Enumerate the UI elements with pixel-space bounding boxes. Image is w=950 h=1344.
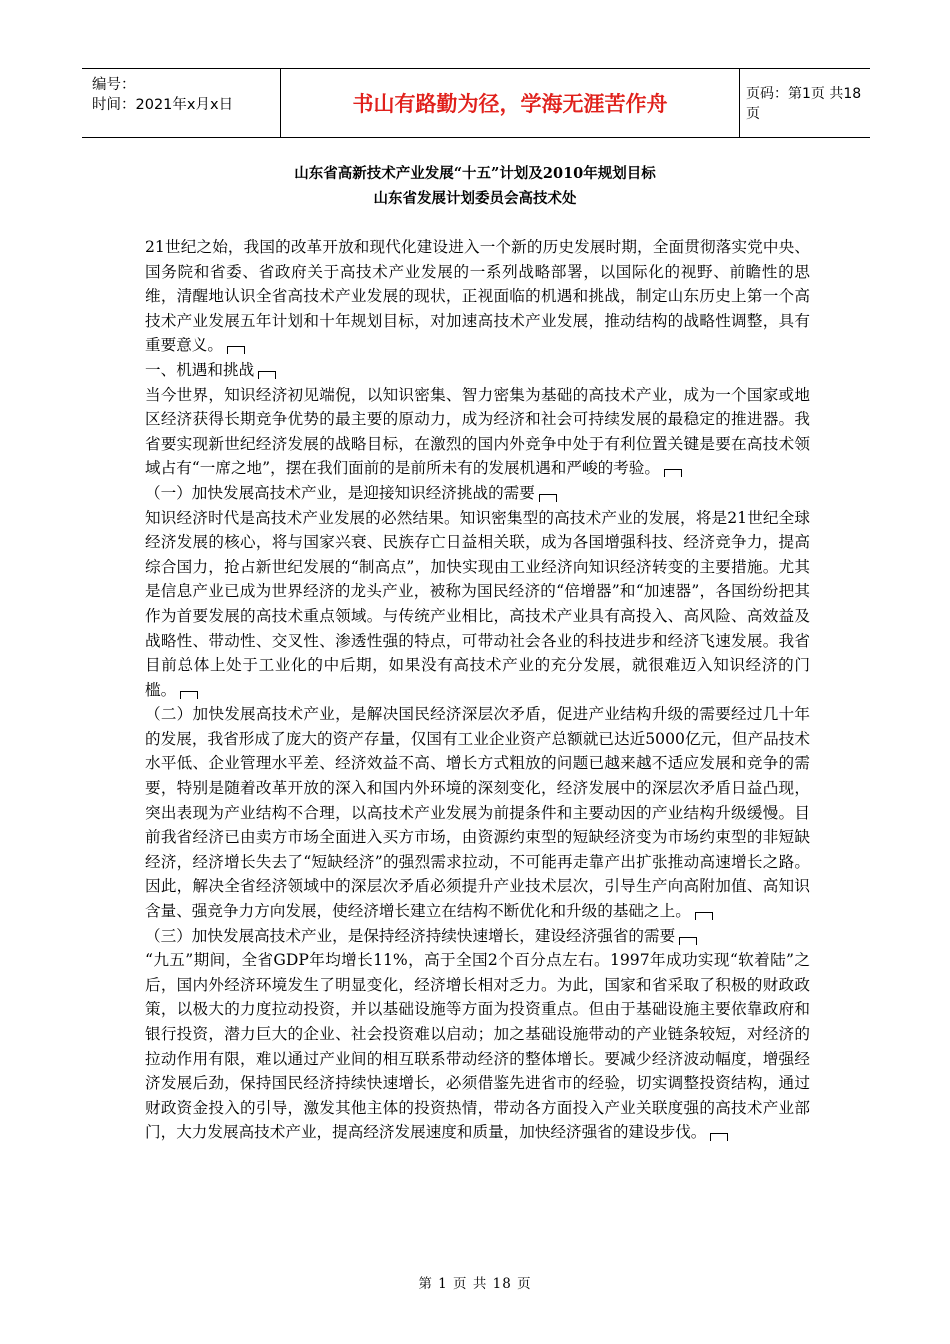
paragraph: （二）加快发展高技术产业，是解决国民经济深层次矛盾，促进产业结构升级的需要经过几十年的发展，我省形成了庞大的资产存量，仅国有工业企业资产总额就已达近5000亿元，但产品技术水平低、企业管理水平差、经济效益不高、增长方式粗放的问题已越来越不适应发展和竞争的需要，特别是随着改革开放的深入和国内外环境的深刻变化，经济发展中的深层次矛盾日益凸现，突出表现为产业结构不合理，以高技术产业发展为前提条件和主要动因的产业结构升级缓慢。目前我省经济已由卖方市场全面进入买方市场，由资源约束型的短缺经济变为市场约束型的非短缺经济，经济增长失去了“短缺经济”的强烈需求拉动，不可能再走靠产出扩张推动高速增长之路。因此，解决全省经济领域中的深层次矛盾必须提升产业技术层次，引导生产向高附加值、高知识含量、强竞争力方向发展，使经济增长建立在结构不断优化和升级的基础之上。 [145,705,810,921]
document-title: 山东省高新技术产业发展“十五”计划及2010年规划目标 [294,165,656,182]
header-meta [82,69,280,137]
header-motto: 书山有路勤为径，学海无涯苦作舟 [280,69,740,137]
paragraph-mark-icon [695,912,713,920]
page-footer: 第 1 页 共 18 页 [418,1276,532,1292]
paragraph-mark-icon [710,1133,728,1141]
paragraph: 知识经济时代是高技术产业发展的必然结果。知识密集型的高技术产业的发展，将是21世纪全球经济发展的核心，将与国家兴衰、民族存亡日益相关联，成为各国增强科技、经济竞争力，提高综合国力，抢占新世纪发展的“制高点”，加快实现由工业经济向知识经济转变的主要措施。尤其是信息产业已成为世界经济的龙头产业，被称为国民经济的“倍增器”和“加速器”，各国纷纷把其作为首要发展的高技术重点领域。与传统产业相比，高技术产业具有高投入、高风险、高效益及战略性、带动性、交叉性、渗透性强的特点，可带动社会各业的科技进步和经济飞速发展。我省目前总体上处于工业化的中后期，如果没有高技术产业的充分发展，就很难迈入知识经济的门槛。 [145,508,810,699]
paragraph-mark-icon [679,937,697,945]
document-subtitle: 山东省发展计划委员会高技术处 [373,190,577,207]
paragraph: “九五”期间，全省GDP年均增长11%，高于全国2个百分点左右。1997年成功实现“软着陆”之后，国内外经济环境发生了明显变化，经济增长相对乏力。为此，国家和省采取了积极的财政政策，以极大的力度拉动投资，并以基础设施等方面为投资重点。但由于基础设施主要依靠政府和银行投资，潜力巨大的企业、社会投资难以启动；加之基础设施带动的产业链条较短，对经济的拉动作用有限，难以通过产业间的相互联系带动经济的整体增长。要减少经济波动幅度，增强经济发展后劲，保持国民经济持续快速增长，必须借鉴先进省市的经验，切实调整投资结构，通过财政资金投入的引导，激发其他主体的投资热情，带动各方面投入产业关联度强的高技术产业部门，大力发展高技术产业，提高经济发展速度和质量，加快经济强省的建设步伐。 [145,951,810,1142]
header-page-info: 页码：第1页 共18页 [746,86,862,122]
paragraph-mark-icon [227,346,245,354]
paragraph-mark-icon [664,469,682,477]
paragraph: 当今世界，知识经济初见端倪，以知识密集、智力密集为基础的高技术产业，成为一个国家或地区经济获得长期竞争优势的最主要的原动力，成为经济和社会可持续发展的最稳定的推进器。我省要实现新世纪经济发展的战略目标，在激烈的国内外竞争中处于有利位置关键是要在高技术领域占有“一席之地”，摆在我们面前的是前所未有的发展机遇和严峻的考验。 [145,385,810,478]
paragraph-mark-icon [180,691,198,699]
document-body [145,235,810,1145]
paragraph-mark-icon [258,371,276,379]
document-header [82,68,870,138]
subsection-heading: （一）加快发展高技术产业，是迎接知识经济挑战的需要 [145,481,810,506]
paragraph-mark-icon [539,494,557,502]
section-heading: 一、机遇和挑战 [145,358,810,383]
paragraph: 21世纪之始，我国的改革开放和现代化建设进入一个新的历史发展时期，全面贯彻落实党中央、国务院和省委、省政府关于高技术产业发展的一系列战略部署，以国际化的视野、前瞻性的思维，清醒地认识全省高技术产业发展的现状，正视面临的机遇和挑战，制定山东历史上第一个高技术产业发展五年计划和十年规划目标，对加速高技术产业发展，推动结构的战略性调整，具有重要意义。 [145,238,810,355]
time-label: 时间：2021年x月x日 [92,97,234,113]
subsection-heading: （三）加快发展高技术产业，是保持经济持续快速增长，建设经济强省的需要 [145,924,810,949]
number-label: 编号： [92,77,136,93]
